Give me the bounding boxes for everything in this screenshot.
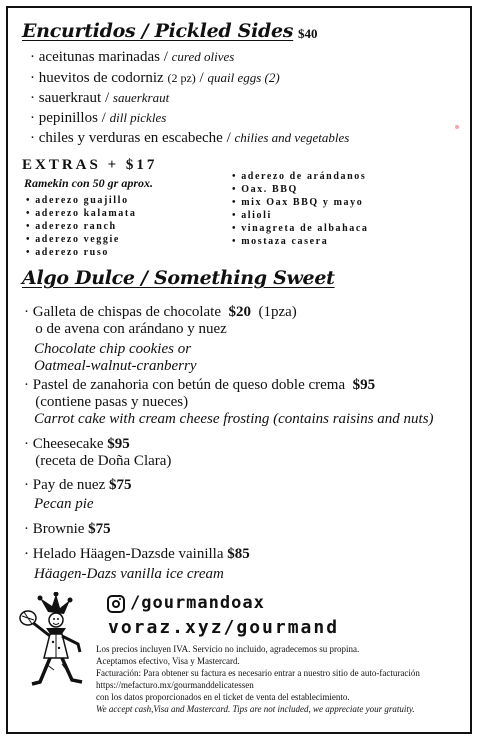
- list-item: • vinagreta de albahaca: [232, 223, 369, 234]
- extras-subtitle: Ramekin con 50 gr aprox.: [24, 176, 154, 190]
- list-item-english: Häagen-Dazs vanilla ice cream: [34, 566, 224, 582]
- list-item: · Cheesecake $95 (receta de Doña Clara): [24, 436, 172, 469]
- list-item-english: Pecan pie: [34, 496, 94, 512]
- list-item: · Pay de nuez $75: [24, 477, 132, 493]
- pickled-title: Encurtidos / Pickled Sides: [22, 20, 294, 42]
- website-link[interactable]: voraz.xyz/gourmand: [108, 617, 340, 638]
- list-item: • alioli: [232, 210, 272, 221]
- extras-title: EXTRAS + $17: [22, 157, 158, 173]
- list-item: • aderezo de arándanos: [232, 171, 367, 182]
- list-item: • aderezo ruso: [26, 247, 109, 258]
- sweet-title: Algo Dulce / Something Sweet: [22, 267, 335, 289]
- list-item: • aderezo veggie: [26, 234, 120, 245]
- pickled-price: $40: [298, 26, 318, 41]
- jester-logo: [18, 592, 90, 692]
- list-item: · huevitos de codorniz (2 pz) / quail eggs (2): [30, 70, 280, 86]
- list-item: · pepinillos / dill pickles: [30, 110, 167, 126]
- list-item: · Pastel de zanahoria con betún de queso doble crema $95 (contiene pasas y nueces): [24, 377, 376, 410]
- instagram-handle[interactable]: /gourmandoax: [130, 593, 265, 613]
- list-item-english: Carrot cake with cream cheese frosting (contains raisins and nuts): [34, 411, 434, 427]
- list-item: · sauerkraut / sauerkraut: [30, 90, 170, 106]
- list-item: · Galleta de chispas de chocolate $20 (1pza) o de avena con arándano y nuez: [24, 304, 297, 337]
- decorative-dot: [455, 125, 459, 129]
- list-item: • Oax. BBQ: [232, 184, 298, 195]
- list-item-english: Chocolate chip cookies or Oatmeal-walnut-cranberry: [34, 341, 197, 374]
- list-item: • aderezo ranch: [26, 221, 117, 232]
- list-item: · aceitunas marinadas / cured olives: [30, 49, 235, 65]
- list-item: · Brownie $75: [24, 521, 111, 537]
- list-item: • aderezo guajillo: [26, 195, 129, 206]
- list-item: · Helado Häagen-Dazsde vainilla $85: [24, 546, 250, 562]
- list-item: • mix Oax BBQ y mayo: [232, 197, 364, 208]
- list-item: • mostaza casera: [232, 236, 329, 247]
- instagram-icon: [107, 595, 125, 613]
- list-item: • aderezo kalamata: [26, 208, 137, 219]
- list-item: · chiles y verduras en escabeche / chilies and vegetables: [30, 130, 350, 146]
- footer-notes: Los precios incluyen IVA. Servicio no incluido, agradecemos su propina. Aceptamos efectivo, Visa y Mastercard. Facturación: Para obtener su factura es necesario entrar a nuestro sitio de auto-facturación https://mefacturo.mx/gourmanddelicatessen con los datos proporcionados en el ticket de venta del establecimiento. We accept cash,Visa and Mastercard. Tips are not included, we appreciate your gratuity.: [96, 644, 420, 714]
